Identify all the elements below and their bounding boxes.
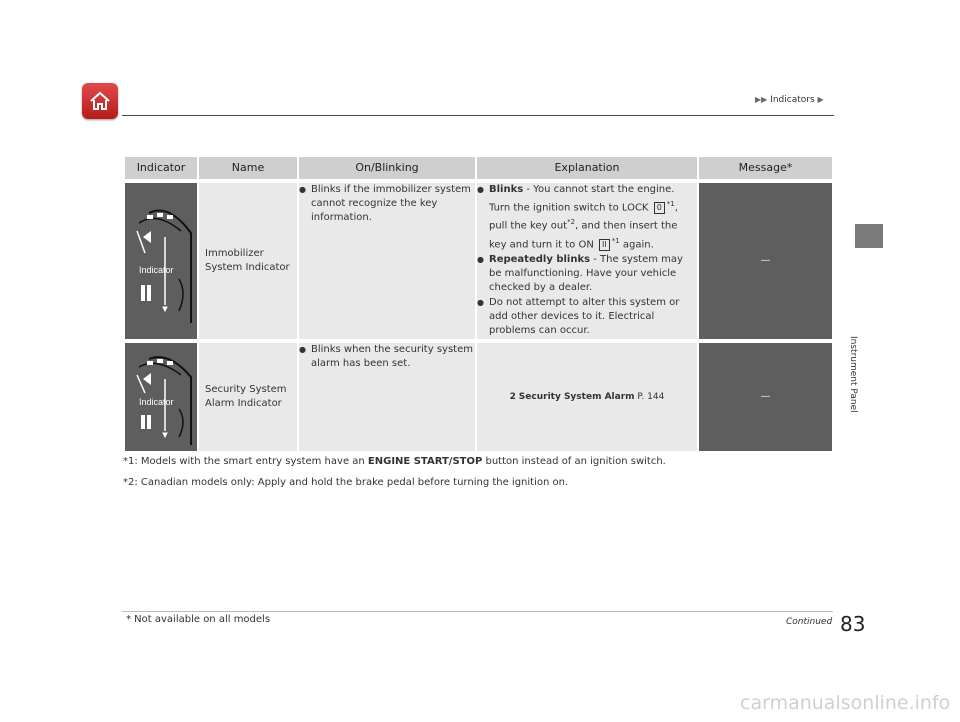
bullet-text: - The system may be malfunctioning. Have your vehicle checked by a dealer. (489, 253, 683, 293)
section-tab[interactable] (855, 224, 883, 248)
bullet-text: , and then insert the key and turn it to ON (489, 220, 678, 250)
lock-position-key: 0 (654, 202, 665, 214)
bullet-item (477, 253, 697, 295)
message-cell: — (699, 343, 832, 451)
footnote-mark: *1 (123, 456, 135, 467)
breadcrumb-arrow-icon: ▶ (817, 95, 824, 104)
gauge-cluster-icon (129, 349, 193, 445)
footnote-item (123, 455, 666, 469)
footnote-text: : Models with the smart entry system have an (134, 456, 368, 467)
indicator-name: Immobilizer System Indicator (199, 183, 297, 339)
bullet-text: - You cannot start the engine. Turn the ignition switch to LOCK (489, 184, 675, 214)
reference-arrow-icon: 2 (509, 391, 516, 402)
explanation-cell (477, 183, 697, 339)
bullet-title: Blinks (489, 184, 524, 195)
on-blinking-cell (299, 343, 475, 451)
indicator-table (123, 157, 834, 451)
section-label: Instrument Panel (848, 336, 858, 413)
table-row (125, 343, 832, 451)
bullet-title: Repeatedly blinks (489, 253, 591, 265)
column-header: Name (199, 157, 297, 179)
reference-page: P. 144 (637, 391, 665, 402)
home-icon (88, 89, 112, 113)
watermark: carmanualsonline.info (740, 692, 951, 714)
page-number: 83 (840, 612, 866, 636)
breadcrumb-label: Indicators (770, 95, 815, 105)
bullet-item: ● Blinks if the immobilizer system cannot recognize the key information. (299, 183, 475, 225)
availability-footnote: * Not available on all models (126, 614, 271, 625)
footnote-item (123, 476, 666, 490)
table-row (125, 183, 832, 339)
bullet-text: again. (622, 238, 654, 250)
on-position-key: II (599, 239, 610, 251)
footnote-ref: *1 (611, 236, 620, 245)
reference-title: Security System Alarm (518, 391, 635, 402)
bullet-text: , pull the key out (489, 202, 678, 232)
table-header-row (125, 157, 832, 179)
indicator-name: Security System Alarm Indicator (199, 343, 297, 451)
column-header: Explanation (477, 157, 697, 179)
column-header: On/Blinking (299, 157, 475, 179)
footnote-mark: *2 (123, 477, 135, 488)
explanation-cell (477, 343, 697, 451)
footnote-text: button instead of an ignition switch. (482, 456, 666, 467)
indicator-callout-label: Indicator (139, 265, 174, 275)
indicator-image (125, 343, 197, 451)
home-button[interactable] (82, 83, 118, 119)
on-blinking-cell (299, 183, 475, 339)
footnote-bold: ENGINE START/STOP (367, 456, 483, 467)
message-cell: — (699, 183, 832, 339)
footnote-ref: *2 (567, 218, 576, 227)
header-divider (122, 115, 834, 116)
footnote-ref: *1 (666, 200, 675, 208)
bullet-item (477, 183, 697, 252)
footnotes (123, 455, 666, 497)
gauge-cluster-icon (129, 193, 193, 323)
footnote-text: : Canadian models only: Apply and hold the brake pedal before turning the ignition on. (134, 477, 569, 488)
bullet-item: ● Blinks when the security system alarm has been set. (299, 343, 475, 371)
footer-divider (122, 611, 833, 612)
continued-label: Continued (786, 617, 833, 627)
column-header: Message* (699, 157, 832, 179)
column-header: Indicator (125, 157, 197, 179)
indicator-image (125, 183, 197, 339)
bullet-item: ● Do not attempt to alter this system or add other devices to it. Electrical problems can occur. (477, 296, 697, 338)
indicator-callout-label: Indicator (139, 396, 174, 407)
breadcrumb-arrow-icon: ▶▶ (755, 95, 768, 104)
breadcrumb[interactable] (755, 95, 824, 105)
cross-reference-link[interactable] (477, 390, 697, 404)
